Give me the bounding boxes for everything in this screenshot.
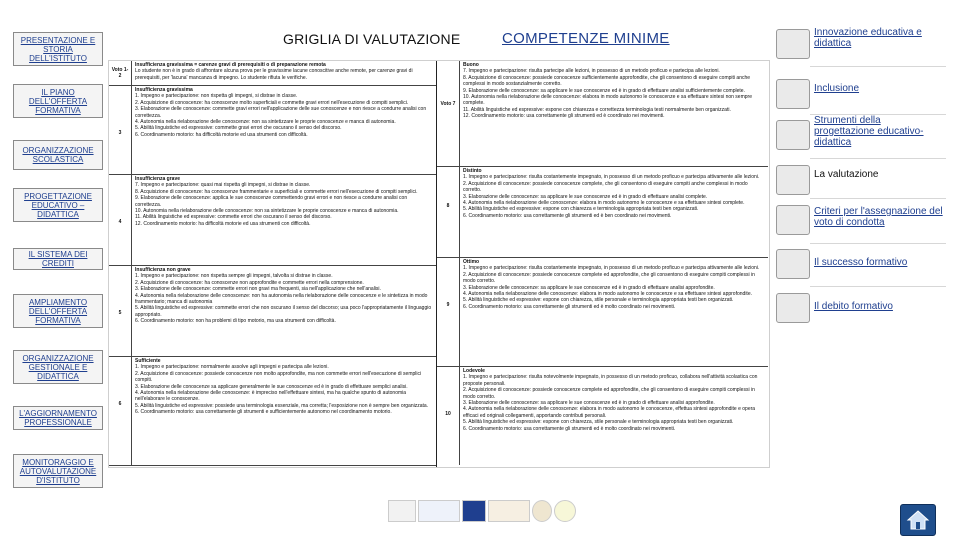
band-title: Ottimo bbox=[463, 259, 480, 265]
band-line: 1. Impegno e partecipazione: non rispetta gli impegni, si distrae in classe. bbox=[135, 93, 298, 100]
band-line: 4. Autonomia nella rielaborazione delle conoscenze: non ha autonomia nella rielaborazione delle conoscenze e le sintetizza in modo frammentario; manca di autonomia bbox=[135, 292, 428, 306]
band-title: Buono bbox=[463, 62, 479, 68]
band-line: 1. Impegno e partecipazione: normalmente assolve agli impegni e partecipa alle lezioni. bbox=[135, 364, 329, 371]
band-line: 5. Abilità linguistiche ed espressive: commette gravi errori che oscurano il senso del discorso. bbox=[135, 125, 342, 132]
page-title: GRIGLIA DI VALUTAZIONE bbox=[283, 31, 461, 47]
competenze-minime-link[interactable]: COMPETENZE MINIME bbox=[502, 30, 670, 47]
band-line: 4. Autonomia nella rielaborazione delle conoscenze: elabora in modo autonomo le conoscenze e sa effettuare sintesi approfondite. bbox=[463, 291, 752, 298]
band-line: 6. Coordinamento motorio: non ha problemi di tipo motorio, ma usa strumenti con difficoltà. bbox=[135, 318, 336, 325]
band-line: 5. Abilità linguistiche ed espressive: espone con chiarezza, stile personale e terminologia appropriata testi ben organizzati. bbox=[463, 297, 734, 304]
vote-label: 6 bbox=[118, 401, 122, 407]
vote-label: Voto 1-2 bbox=[111, 67, 129, 79]
band-line: 3. Elaborazione delle conoscenze: commette gravi errori nell'applicazione delle sue conoscenze e non riesce a condurre analisi con correttezza. bbox=[135, 106, 427, 119]
band-title: Insufficienza gravissima = carenze gravi di prerequisiti o di preparazione remota bbox=[135, 62, 326, 68]
rnav-successo-formativo[interactable] bbox=[774, 246, 946, 282]
band-line: 1. Impegno e partecipazione: risulta costantemente impegnato, in possesso di un metodo proficuo e partecipa attivamente alle lezioni. bbox=[463, 265, 760, 272]
vote-label: Voto 7 bbox=[440, 101, 456, 107]
rnav-inclusione[interactable] bbox=[774, 76, 946, 112]
band-title: Sufficiente bbox=[135, 358, 161, 364]
grid-right-column bbox=[437, 61, 768, 467]
band-line: 8. Acquisizione di conoscenze: possiede conoscenze sufficientemente approfondite, che gli consentono di eseguire compiti anche complessi in modo sostanzialmente corretto. bbox=[463, 74, 751, 88]
band-line: 11. Abilità linguistiche ed espressive: espone con chiarezza e correttezza terminologia testi normalmente ben organizzati. bbox=[463, 106, 731, 113]
program-logo bbox=[488, 500, 530, 522]
band-line: 6. Coordinamento motorio: ha difficoltà motorie ed usa strumenti con difficoltà. bbox=[135, 131, 308, 138]
home-button[interactable] bbox=[900, 504, 936, 536]
band-line: 2. Acquisizione di conoscenze: possiede conoscenze complete ed approfondite, che gli consentono di eseguire compiti complessi in modo corretto. bbox=[463, 271, 755, 285]
nav-square-icon bbox=[776, 120, 810, 150]
grid-band bbox=[437, 258, 768, 367]
nav-progettazione[interactable]: PROGETTAZIONE EDUCATIVO – DIDATTICA bbox=[13, 188, 103, 222]
school-logo bbox=[388, 500, 416, 522]
rnav-label: Innovazione educativa e didattica bbox=[814, 27, 922, 49]
nav-square-icon bbox=[776, 165, 810, 195]
vote-label: 3 bbox=[118, 130, 122, 136]
grid-band bbox=[109, 175, 436, 266]
band-line: 10. Autonomia nella rielaborazione delle conoscenze: non sa sintetizzare le proprie conoscenze e manca di autonomia. bbox=[135, 208, 399, 215]
band-line: 7. Impegno e partecipazione: risulta partecipe alle lezioni, in possesso di un metodo proficuo e partecipa alle lezioni. bbox=[463, 68, 720, 75]
band-line: 4. Autonomia nella rielaborazione delle conoscenze: elabora in modo autonomo le conoscenze e sa effettuare sintesi complete. bbox=[463, 200, 745, 207]
band-line: 9. Elaborazione delle conoscenze: applica le sue conoscenze commettendo gravi errori e non riesce a condurre analisi con correttezza. bbox=[135, 195, 408, 208]
band-title: Insufficienza non grave bbox=[135, 267, 191, 273]
band-line: 3. Elaborazione delle conoscenze: sa applicare le sue conoscenze ed è in grado di effettuare analisi approfondite. bbox=[463, 284, 715, 291]
band-line: 5. Abilità linguistiche ed espressive: espone con chiarezza e terminologia appropriata testi ben organizzati. bbox=[463, 206, 699, 213]
emblem-logo bbox=[554, 500, 576, 522]
band-line: 8. Acquisizione di conoscenze: ha conoscenze frammentarie e superficiali e commette errori nell'esecuzione di compiti semplici. bbox=[135, 188, 418, 195]
band-line: 4. Autonomia nella rielaborazione delle conoscenze: elabora in modo autonomo le conoscenze, effettua sintesi approfondite e opera efficaci ed originali collegamenti, apportando contributi personali. bbox=[463, 406, 756, 419]
band-title: Insufficienza grave bbox=[135, 176, 181, 182]
band-title: Distinto bbox=[463, 168, 482, 174]
nav-square-icon bbox=[776, 205, 810, 235]
band-line: 9. Elaborazione delle conoscenze: sa applicare le sue conoscenze ed è in grado di effettuare analisi sufficientemente complete. bbox=[463, 87, 745, 94]
band-line: 6. Coordinamento motorio: usa correttamente gli strumenti ed è ben coordinato nei movimenti. bbox=[463, 212, 672, 219]
eu-flag-logo bbox=[462, 500, 486, 522]
grid-band bbox=[109, 357, 436, 466]
nav-aggiornamento[interactable]: L'AGGIORNAMENTO PROFESSIONALE bbox=[13, 406, 103, 430]
band-line: 7. Impegno e partecipazione: quasi mai rispetta gli impegni, si distrae in classe. bbox=[135, 182, 311, 189]
band-title: Lodevole bbox=[463, 368, 485, 374]
band-line: 5. Abilità linguistiche ed espressive: commette errori che non oscurano il senso del discorso; usa poco l'appropriatamente il linguaggio appropriato. bbox=[135, 305, 432, 318]
nav-square-icon bbox=[776, 29, 810, 59]
nav-monitoraggio[interactable]: MONITORAGGIO E AUTOVALUTAZIONE D'ISTITUTO bbox=[13, 454, 103, 488]
rnav-innovazione[interactable] bbox=[774, 26, 946, 62]
nav-presentazione[interactable]: PRESENTAZIONE E STORIA DELL'ISTITUTO bbox=[13, 32, 103, 66]
band-line: 10. Autonomia nella rielaborazione delle conoscenze: elabora in modo autonomo le conoscenze e sa effettuare sintesi non sempre complete. bbox=[463, 94, 752, 107]
home-icon bbox=[906, 509, 930, 531]
grid-band bbox=[437, 61, 768, 167]
band-line: 6. Coordinamento motorio: usa correttamente gli strumenti ed è molto coordinato nei movimenti. bbox=[463, 303, 676, 310]
band-line: 4. Autonomia nella rielaborazione delle conoscenze: è impreciso nell'effettuare sintesi, ma ha qualche spunto di autonomia nell'elaborare le conoscenze. bbox=[135, 390, 407, 403]
band-line: 1. Impegno e partecipazione: non rispetta sempre gli impegni, talvolta si distrae in classe. bbox=[135, 273, 333, 280]
vote-label: 10 bbox=[445, 411, 451, 417]
band-line: 1. Impegno e partecipazione: risulta notevolmente impegnato, in possesso di un metodo proficuo, collabora nell'attività scolastica con proposte personali. bbox=[463, 374, 758, 387]
band-line: 3. Elaborazione delle conoscenze sa applicare generalmente le sue conoscenze ed è in grado di effettuare semplici analisi. bbox=[135, 383, 408, 390]
nav-organizzazione-scolastica[interactable]: ORGANIZZAZIONE SCOLASTICA bbox=[13, 140, 103, 170]
grid-band bbox=[109, 266, 436, 357]
nav-ampliamento[interactable]: AMPLIAMENTO DELL'OFFERTA FORMATIVA bbox=[13, 294, 103, 328]
rnav-label: Inclusione bbox=[814, 83, 860, 94]
vote-label: 5 bbox=[118, 310, 122, 316]
band-line: 3. Elaborazione delle conoscenze: sa applicare le sue conoscenze ed è in grado di effettuare analisi approfondite. bbox=[463, 400, 715, 407]
rnav-label: Il debito formativo bbox=[814, 301, 893, 312]
rnav-debito-formativo[interactable] bbox=[774, 290, 946, 326]
rnav-label: Il successo formativo bbox=[814, 257, 908, 268]
band-line: 2. Acquisizione di conoscenze: possiede conoscenze complete, che gli consentono di eseguire compiti anche complessi in modo corretto. bbox=[463, 180, 748, 194]
grid-band bbox=[437, 167, 768, 258]
partner-logos bbox=[388, 498, 574, 538]
vote-label: 9 bbox=[446, 302, 450, 308]
grading-grid bbox=[108, 60, 770, 468]
band-line: 1. Impegno e partecipazione: risulta costantemente impegnato, in possesso di un metodo proficuo e partecipa attivamente alle lezioni. bbox=[463, 174, 760, 181]
grid-left-column bbox=[109, 61, 437, 467]
rnav-label: Criteri per l'assegnazione del voto di condotta bbox=[814, 206, 943, 228]
band-line: 12. Coordinamento motorio: usa correttamente gli strumenti ed è coordinato nei movimenti. bbox=[463, 113, 665, 120]
ministry-logo bbox=[418, 500, 460, 522]
band-line: 2. Acquisizione di conoscenze: ha conoscenze molto superficiali e commette gravi errori nell'esecuzione di compiti semplici. bbox=[135, 99, 409, 106]
band-line: 3. Elaborazione delle conoscenze: commette errori non gravi ma frequenti, sia nell'applicazione che nell'analisi. bbox=[135, 286, 381, 293]
band-line: 2. Acquisizione di conoscenze: possiede conoscenze complete ed approfondite, che gli consentono di eseguire compiti complessi in modo corretto. bbox=[463, 387, 755, 400]
band-line: Lo studente non è in grado di affrontare alcuna prova per le gravissime lacune conoscitive anche remote, per carenze gravi di prerequisiti, per 'lacuna' mancanza di impegno. Lo studente rifiuta le verifiche. bbox=[135, 68, 413, 81]
rnav-valutazione[interactable] bbox=[774, 162, 946, 198]
band-line: 2. Acquisizione di conoscenze: possiede conoscenze non molto approfondite, ma non commette errori nell'esecuzione di semplici compiti. bbox=[135, 370, 422, 384]
rnav-criteri-condotta[interactable] bbox=[774, 202, 946, 238]
seal-logo bbox=[532, 500, 552, 522]
band-line: 5. Abilità linguistiche ed espressive: espone con chiarezza, stile personale e terminologia appropriata testi ben organizzati. bbox=[463, 419, 734, 426]
band-title: Insufficienza gravissima bbox=[135, 87, 193, 93]
rnav-strumenti[interactable] bbox=[774, 114, 946, 154]
vote-label: 4 bbox=[118, 219, 122, 225]
band-line: 4. Autonomia nella rielaborazione delle conoscenze: non sa sintetizzare le proprie conoscenze e manca di autonomia. bbox=[135, 119, 396, 126]
band-line: 6. Coordinamento motorio: usa correttamente gli strumenti e sufficientemente autonomo nel coordinamento motorio. bbox=[135, 409, 392, 416]
vote-label: 8 bbox=[446, 203, 450, 209]
band-line: 6. Coordinamento motorio: usa correttamente gli strumenti ed è molto coordinato nei movimenti. bbox=[463, 425, 676, 432]
rnav-label: La valutazione bbox=[814, 169, 879, 180]
nav-organizzazione-gestionale[interactable]: ORGANIZZAZIONE GESTIONALE E DIDATTICA bbox=[13, 350, 103, 384]
band-line: 5. Abilità linguistiche ed espressive: possiede una terminologia essenziale, ma corretta; l'esposizione non è sempre ben organizzata. bbox=[135, 402, 429, 409]
band-line: 12. Coordinamento motorio: ha difficoltà motorie ed usa strumenti con difficoltà. bbox=[135, 220, 311, 227]
grid-band bbox=[109, 61, 436, 86]
grid-band bbox=[437, 367, 768, 465]
band-line: 2. Acquisizione di conoscenze: ha conoscenze non approfondite e commette errori nella comprensione. bbox=[135, 279, 364, 286]
band-line: 3. Elaborazione delle conoscenze: sa applicare le sue conoscenze ed è in grado di effettuare analisi complete. bbox=[463, 193, 708, 200]
grid-band bbox=[109, 86, 436, 175]
nav-piano-offerta[interactable]: IL PIANO DELL'OFFERTA FORMATIVA bbox=[13, 84, 103, 118]
nav-square-icon bbox=[776, 293, 810, 323]
nav-sistema-crediti[interactable]: IL SISTEMA DEI CREDITI bbox=[13, 248, 103, 270]
nav-square-icon bbox=[776, 79, 810, 109]
rnav-label: Strumenti della progettazione educativo-didattica bbox=[814, 115, 924, 148]
band-line: 11. Abilità linguistiche ed espressive: commette errori che oscurano il senso del discorso. bbox=[135, 214, 332, 221]
nav-square-icon bbox=[776, 249, 810, 279]
